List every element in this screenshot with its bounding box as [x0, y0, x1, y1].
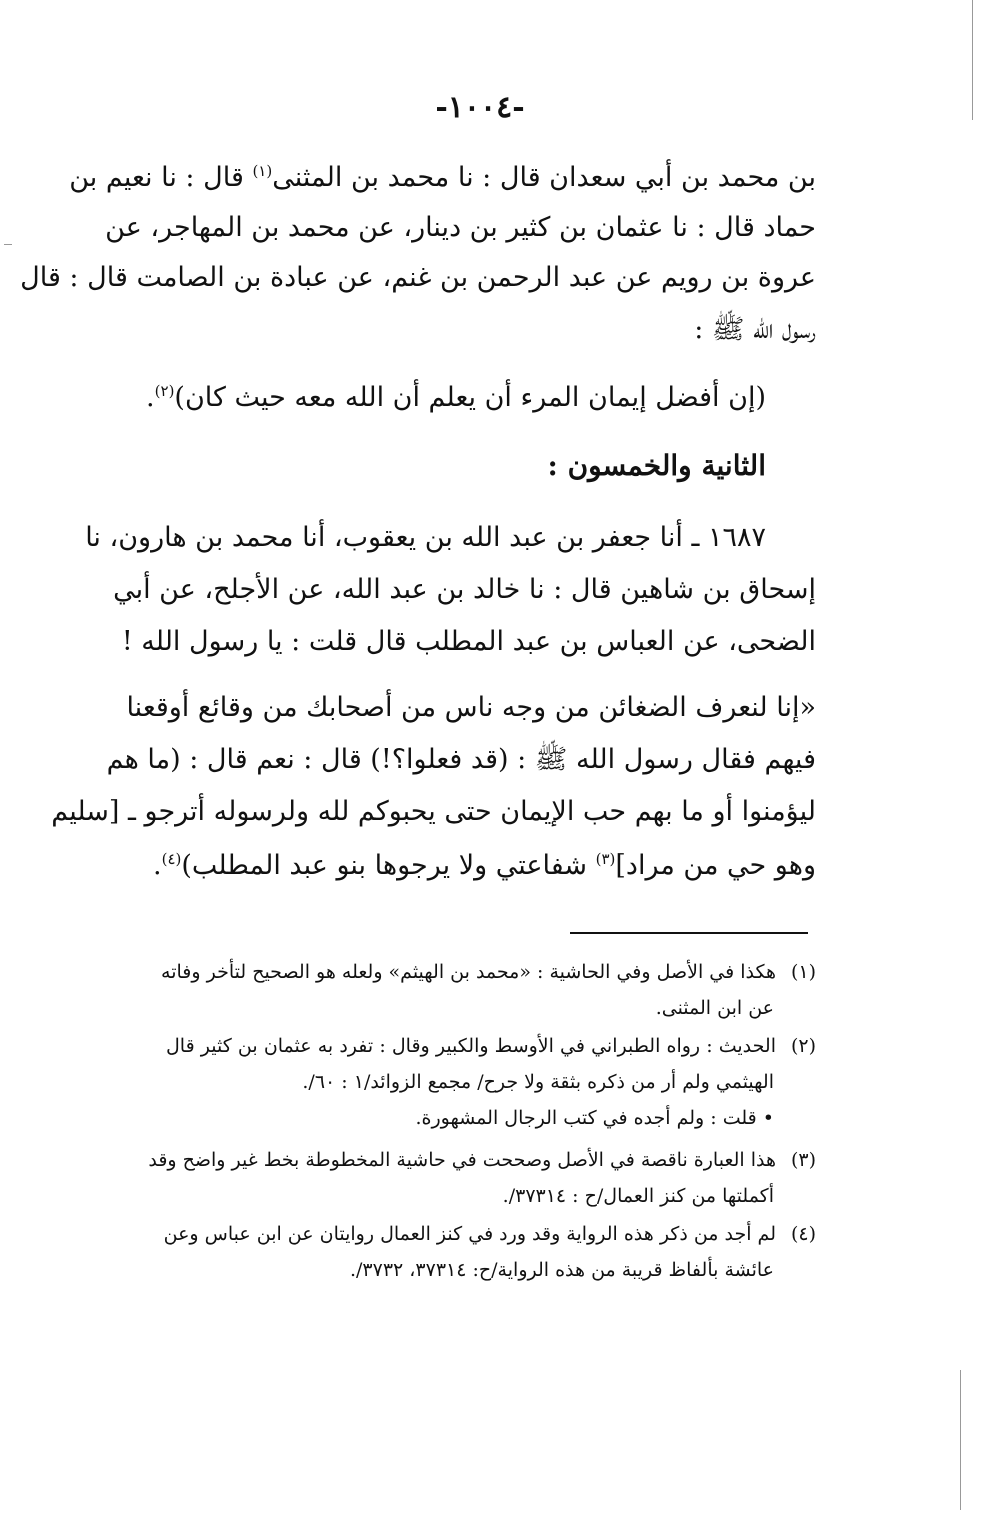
footnote-3-cont: أكملتها من كنز العمال/ح : ٣٧٣١٤/.	[502, 1185, 774, 1207]
body-text: قال : نا نعيم بن	[69, 162, 253, 193]
body-text: بن محمد بن أبي سعدان قال : نا محمد بن المثنى	[272, 162, 816, 193]
body-line: حماد قال : نا عثمان بن كثير بن دينار، عن محمد بن المهاجر، عن	[105, 212, 816, 243]
footnote-1-cont: عن ابن المثنى.	[655, 997, 774, 1019]
body-line	[69, 158, 816, 198]
footnote-text: هكذا في الأصل وفي الحاشية : «محمد بن الهيثم» ولعله هو الصحيح لتأخر وفاته	[161, 961, 776, 983]
footnote-2-cont: الهيثمي ولم أر من ذكره بثقة ولا جرح/ مجمع الزوائد/١ : ٦٠/.	[302, 1071, 774, 1093]
hadith-quote	[146, 378, 766, 418]
footnote-number: (٢)	[790, 1035, 816, 1057]
footnote-number: (٤)	[790, 1223, 816, 1245]
punctuation: .	[153, 850, 162, 881]
footnote-3	[148, 1144, 816, 1176]
footnote-text: الحديث : رواه الطبراني في الأوسط والكبير وقال : تفرد به عثمان بن كثير قال	[166, 1035, 776, 1057]
body-line: رسول الله ﷺ :	[694, 314, 816, 345]
hadith-text: (إن أفضل إيمان المرء أن يعلم أن الله معه حيث كان)	[174, 382, 766, 413]
footnote-separator	[570, 932, 808, 934]
footnote-ref: (٤)	[161, 850, 182, 868]
footnote-number: (١)	[790, 961, 816, 983]
body-text: وهو حي من مراد]	[615, 850, 816, 881]
footnote-4-cont: عائشة بألفاظ قريبة من هذه الرواية/ح: ٣٧٣١٤، ٣٧٣٢/.	[349, 1259, 774, 1281]
scan-edge-mark	[972, 0, 973, 120]
body-line: فيهم فقال رسول الله ﷺ : (قد فعلوا؟!) قال : نعم قال : (ما هم	[106, 744, 816, 775]
body-line: الضحى، عن العباس بن عبد المطلب قال قلت : يا رسول الله !	[121, 626, 816, 657]
body-line: «إنا لنعرف الضغائن من وجه ناس من أصحابك من وقائع أوقعنا	[126, 692, 816, 723]
page-number: -١٠٠٤-	[435, 90, 525, 125]
body-line: ليؤمنوا أو ما بهم حب الإيمان حتى يحبوكم لله ولرسوله أترجو ـ [سليم	[51, 796, 816, 827]
body-line: إسحاق بن شاهين قال : نا خالد بن عبد الله، عن الأجلح، عن أبي	[113, 574, 816, 605]
body-line: ١٦٨٧ ـ أنا جعفر بن عبد الله بن يعقوب، أنا محمد بن هارون، نا	[85, 522, 766, 553]
body-line	[153, 846, 816, 886]
footnote-ref: (٢)	[154, 382, 175, 400]
footnote-1	[161, 956, 816, 988]
footnote-number: (٣)	[790, 1149, 816, 1171]
footnote-2-note: • قلت : ولم أجده في كتب الرجال المشهورة.	[415, 1107, 774, 1129]
section-heading: الثانية والخمسون :	[547, 449, 766, 482]
footnote-ref: (٣)	[595, 850, 616, 868]
scan-edge-mark	[4, 244, 12, 245]
footnote-ref: (١)	[252, 162, 273, 180]
footnote-4	[163, 1218, 816, 1250]
body-line: عروة بن رويم عن عبد الرحمن بن غنم، عن عبادة بن الصامت قال : قال	[20, 262, 816, 293]
footnote-2	[166, 1030, 816, 1062]
punctuation: .	[146, 382, 155, 413]
scan-edge-mark	[960, 1370, 961, 1510]
footnote-text: هذا العبارة ناقصة في الأصل وصححت في حاشية المخطوطة بخط غير واضح وقد	[148, 1149, 776, 1171]
footnote-text: لم أجد من ذكر هذه الرواية وقد ورد في كنز العمال روايتان عن ابن عباس وعن	[163, 1223, 776, 1245]
body-text: شفاعتي ولا يرجوها بنو عبد المطلب)	[181, 850, 596, 881]
